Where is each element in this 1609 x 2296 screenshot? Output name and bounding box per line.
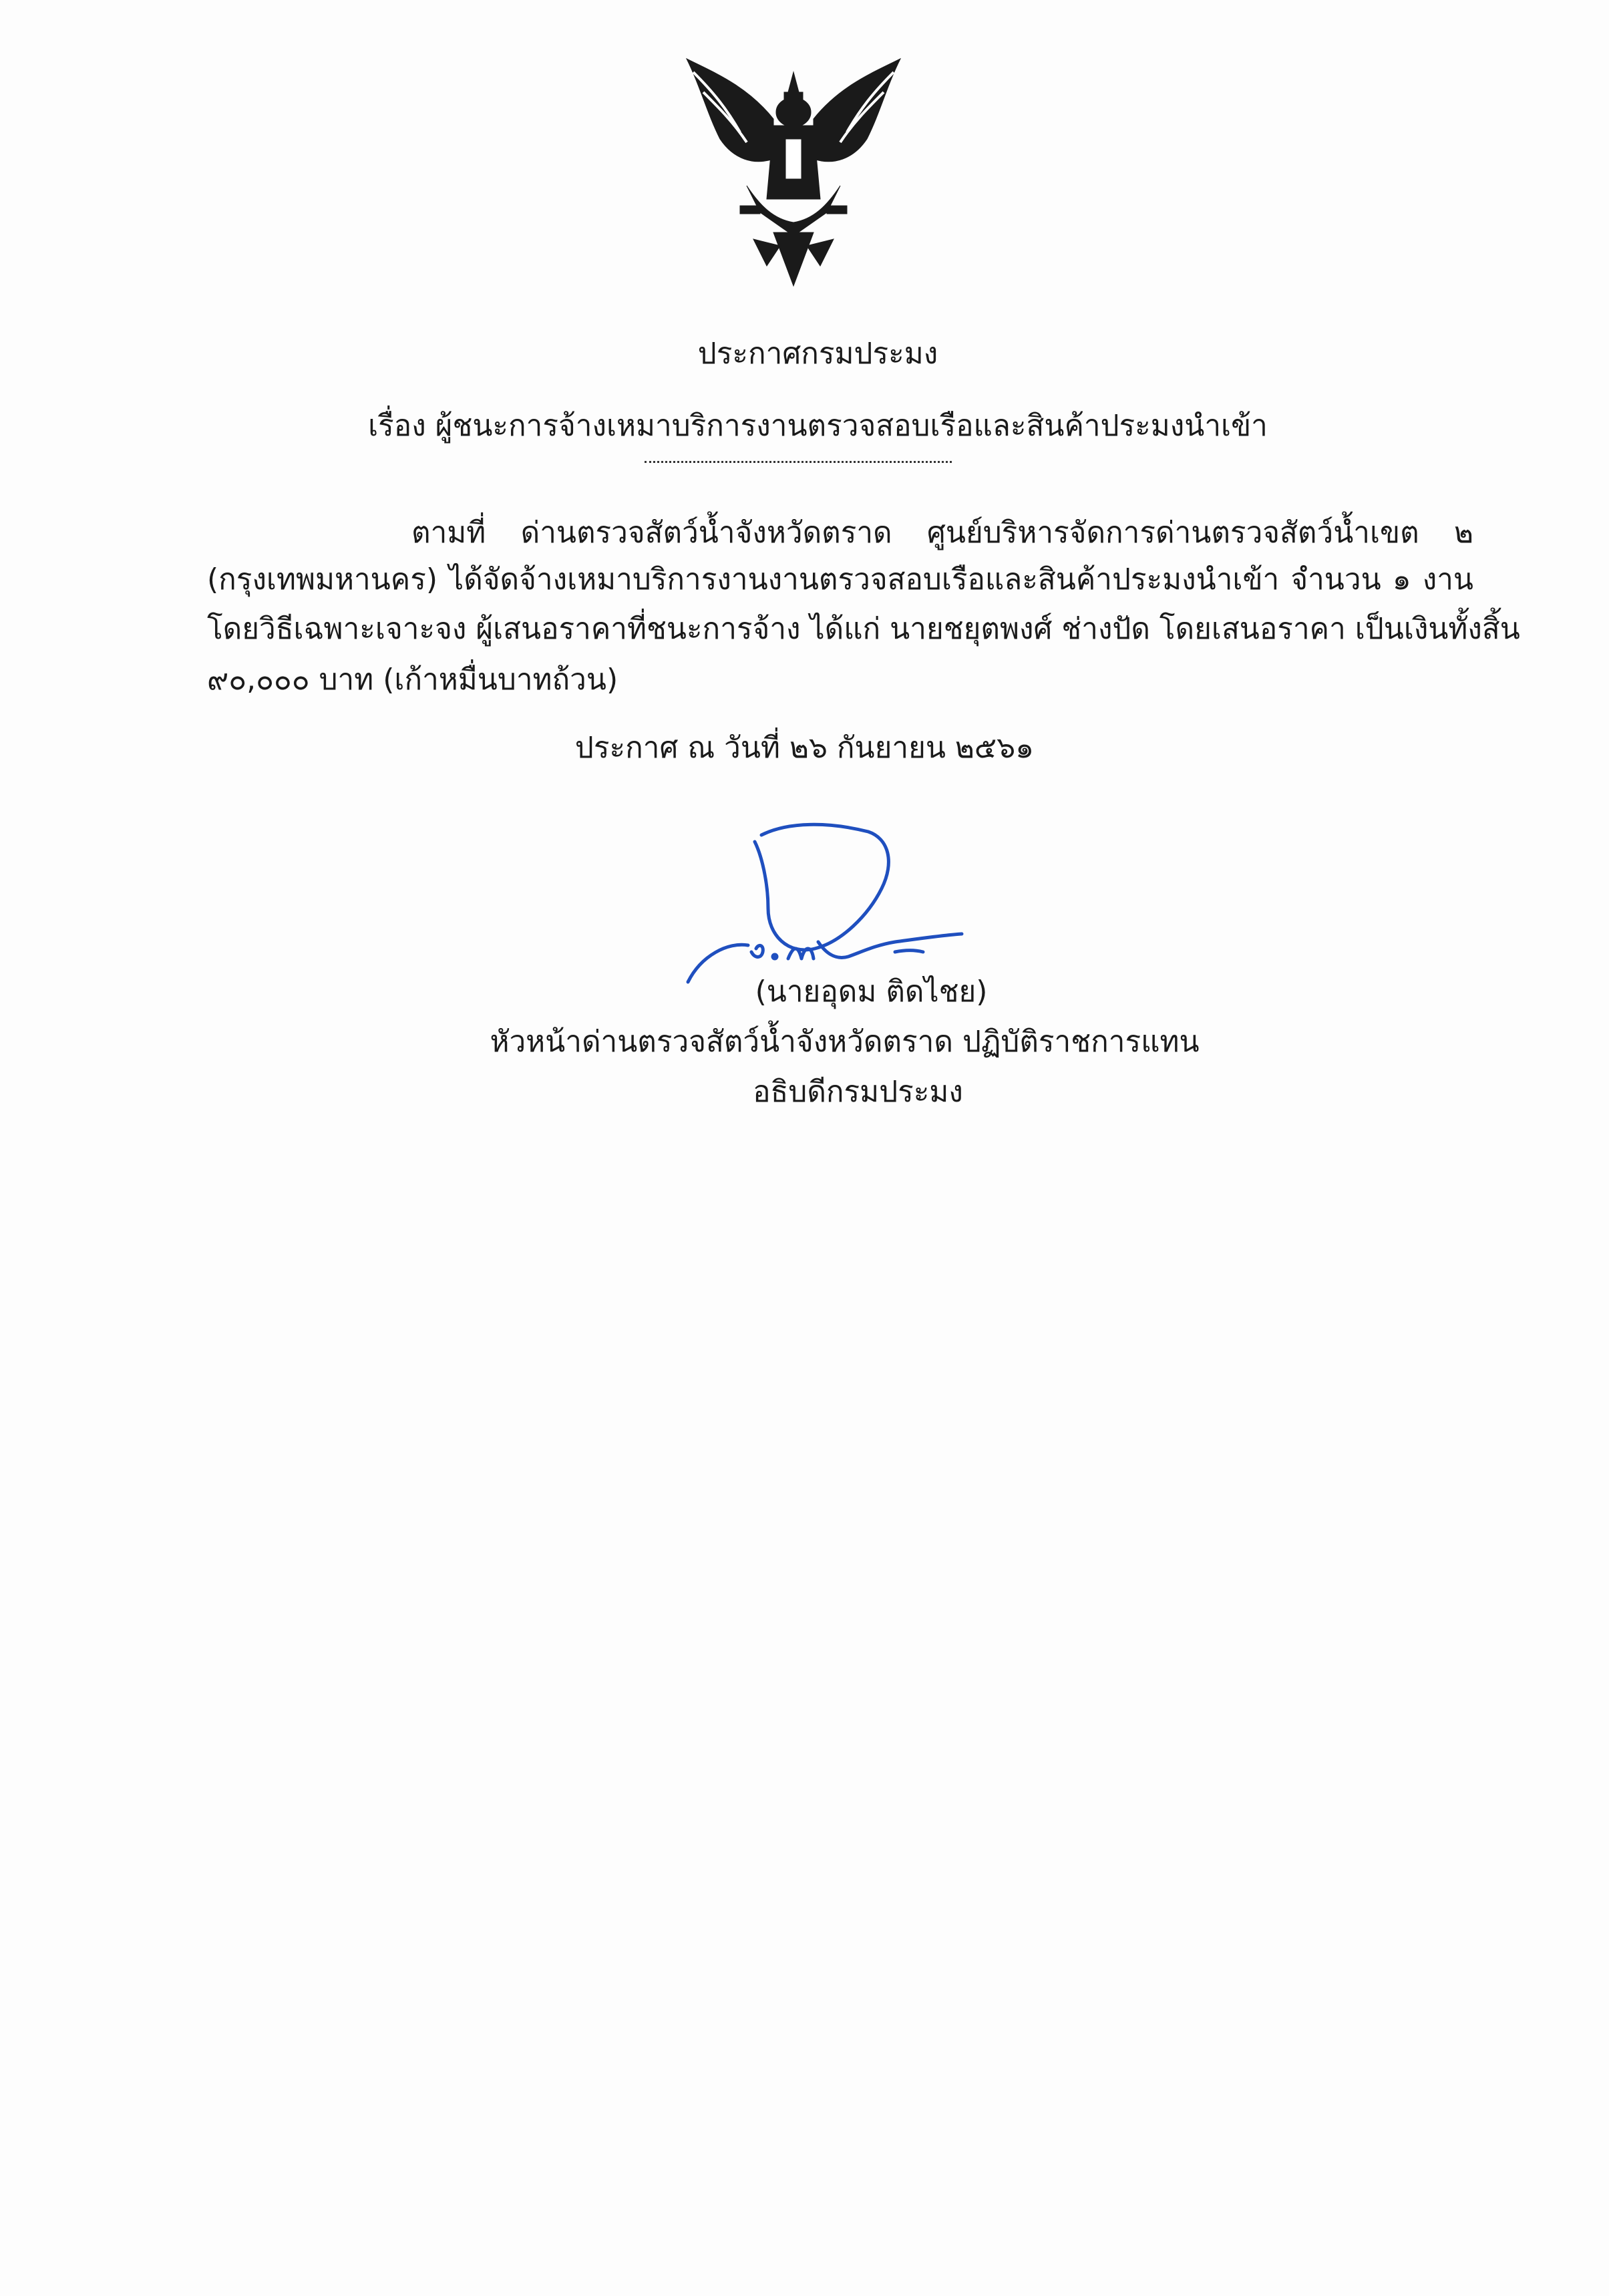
announcement-date: ประกาศ ณ วันที่ ๒๖ กันยายน ๒๕๖๑: [574, 731, 1035, 765]
signatory-name: (นายอุดม ติดไชย): [755, 975, 988, 1009]
body-line-2: (กรุงเทพมหานคร) ได้จัดจ้างเหมาบริการงานงานตรวจสอบเรือและสินค้าประมงนำเข้า จำนวน ๑ งาน: [207, 562, 1473, 597]
dotted-divider: [645, 461, 952, 463]
body-line-4: ๙๐,๐๐๐ บาท (เก้าหมื่นบาทถ้วน): [207, 663, 618, 697]
body-line-1: ตามที่ ด่านตรวจสัตว์น้ำจังหวัดตราด ศูนย์บริหารจัดการด่านตรวจสัตว์น้ำเขต ๒: [411, 516, 1473, 550]
announcement-title: ประกาศกรมประมง: [697, 337, 938, 371]
signatory-title: อธิบดีกรมประมง: [753, 1075, 963, 1109]
signatory-position: หัวหน้าด่านตรวจสัตว์น้ำจังหวัดตราด ปฏิบัติราชการแทน: [490, 1025, 1200, 1059]
garuda-emblem-icon: [673, 45, 914, 293]
announcement-subject: เรื่อง ผู้ชนะการจ้างเหมาบริการงานตรวจสอบเรือและสินค้าประมงนำเข้า: [368, 409, 1268, 443]
body-line-3: โดยวิธีเฉพาะเจาะจง ผู้เสนอราคาที่ชนะการจ้าง ได้แก่ นายชยุตพงศ์ ช่างปัด โดยเสนอราคา เป็นเงินทั้งสิ้น: [207, 612, 1520, 646]
